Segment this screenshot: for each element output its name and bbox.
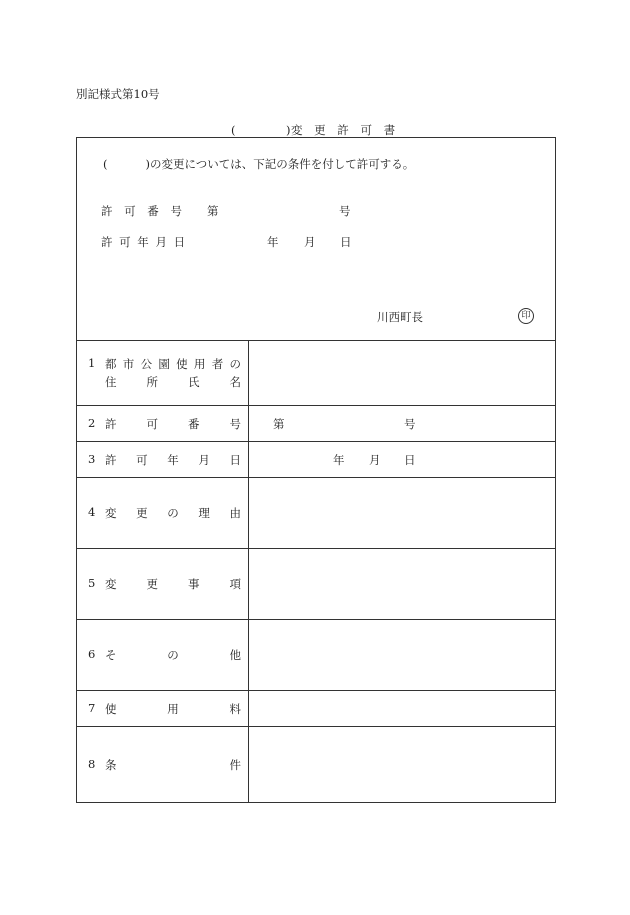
label-char: 氏 — [188, 375, 200, 389]
label-char: 更 — [146, 577, 158, 591]
row-value-year: 年 — [333, 453, 345, 467]
label-char: 月 — [198, 453, 210, 467]
label-char: 名 — [229, 375, 241, 389]
row-label-cell — [77, 620, 249, 690]
label-char: 園 — [158, 357, 170, 371]
label-char: 条 — [105, 758, 117, 772]
row-label — [105, 647, 241, 663]
label-char: の — [167, 506, 179, 520]
row-label — [105, 576, 241, 592]
permit-form — [76, 137, 556, 803]
label-char: の — [229, 357, 241, 371]
row-number: 6 — [88, 647, 96, 661]
row-value-day: 日 — [404, 453, 416, 467]
statement-text: )の変更については、下記の条件を付して許可する。 — [145, 157, 415, 171]
label-char: 日 — [229, 453, 241, 467]
row-change-reason — [77, 478, 555, 549]
permit-statement — [103, 156, 414, 172]
row-label — [105, 416, 241, 432]
row-label-cell — [77, 442, 249, 477]
row-number: 8 — [88, 757, 96, 771]
statement-open-paren: ( — [103, 157, 108, 171]
permit-date-year: 年 — [267, 235, 279, 249]
row-label — [105, 701, 241, 717]
row-conditions — [77, 727, 555, 802]
label-char: 号 — [229, 417, 241, 431]
label-char: 番 — [188, 417, 200, 431]
label-char: 者 — [211, 357, 224, 371]
row-change-items — [77, 549, 555, 620]
label-char: 都 — [105, 357, 117, 371]
row-label-cell — [77, 406, 249, 441]
row-label-cell — [77, 341, 249, 405]
row-label — [105, 757, 241, 773]
label-char: 使 — [105, 702, 117, 716]
row-label-line2 — [105, 374, 241, 390]
row-value-dai: 第 — [273, 417, 285, 431]
label-char: 変 — [105, 577, 117, 591]
label-char: の — [167, 648, 179, 662]
permit-number-go: 号 — [339, 204, 351, 218]
label-char: 可 — [136, 453, 148, 467]
label-char: 可 — [146, 417, 158, 431]
row-number: 1 — [88, 356, 96, 370]
row-permit-number — [77, 406, 555, 442]
row-label-cell — [77, 549, 249, 619]
row-other — [77, 620, 555, 691]
seal-mark: 印 — [518, 308, 534, 324]
label-char: 住 — [105, 375, 117, 389]
permit-date-month: 月 — [304, 235, 316, 249]
permit-date-day: 日 — [340, 235, 352, 249]
label-char: 事 — [188, 577, 200, 591]
label-char: 項 — [229, 577, 241, 591]
row-value-month: 月 — [369, 453, 381, 467]
label-char: 許 — [105, 417, 117, 431]
label-char: 公 — [140, 357, 153, 371]
document-title — [231, 122, 396, 138]
label-char: 他 — [229, 648, 241, 662]
row-number: 3 — [88, 452, 96, 466]
row-permit-date — [77, 442, 555, 478]
row-label — [105, 505, 241, 521]
label-char: 許 — [105, 453, 117, 467]
label-char: 用 — [167, 702, 179, 716]
label-char: そ — [105, 648, 117, 662]
row-value-go: 号 — [404, 417, 416, 431]
row-user-address-name — [77, 341, 555, 406]
row-number: 7 — [88, 701, 96, 715]
row-label-line1 — [105, 356, 241, 372]
row-label-cell — [77, 478, 249, 548]
label-char: 料 — [229, 702, 241, 716]
label-char: 使 — [176, 357, 188, 371]
row-number: 2 — [88, 416, 96, 430]
label-char: 更 — [136, 506, 148, 520]
form-number: 別記様式第10号 — [76, 87, 160, 101]
row-label-cell — [77, 727, 249, 802]
label-char: 用 — [193, 357, 206, 371]
issuer-title: 川西町長 — [377, 310, 423, 324]
row-usage-fee — [77, 691, 555, 727]
row-number: 4 — [88, 505, 96, 519]
row-label — [105, 452, 241, 468]
label-char: 市 — [122, 357, 135, 371]
label-char: 理 — [198, 506, 210, 520]
permit-date-label: 許 可 年 月 日 — [101, 235, 186, 249]
title-open-paren: ( — [231, 123, 236, 137]
row-label-cell — [77, 691, 249, 726]
permit-number-label: 許 可 番 号 — [101, 204, 182, 218]
label-char: 所 — [146, 375, 158, 389]
row-number: 5 — [88, 576, 96, 590]
permit-number-dai: 第 — [207, 204, 219, 218]
label-char: 由 — [229, 506, 241, 520]
permit-header-box — [77, 138, 555, 341]
label-char: 件 — [229, 758, 241, 772]
label-char: 年 — [167, 453, 179, 467]
title-text: )変 更 許 可 書 — [286, 123, 396, 137]
label-char: 変 — [105, 506, 117, 520]
